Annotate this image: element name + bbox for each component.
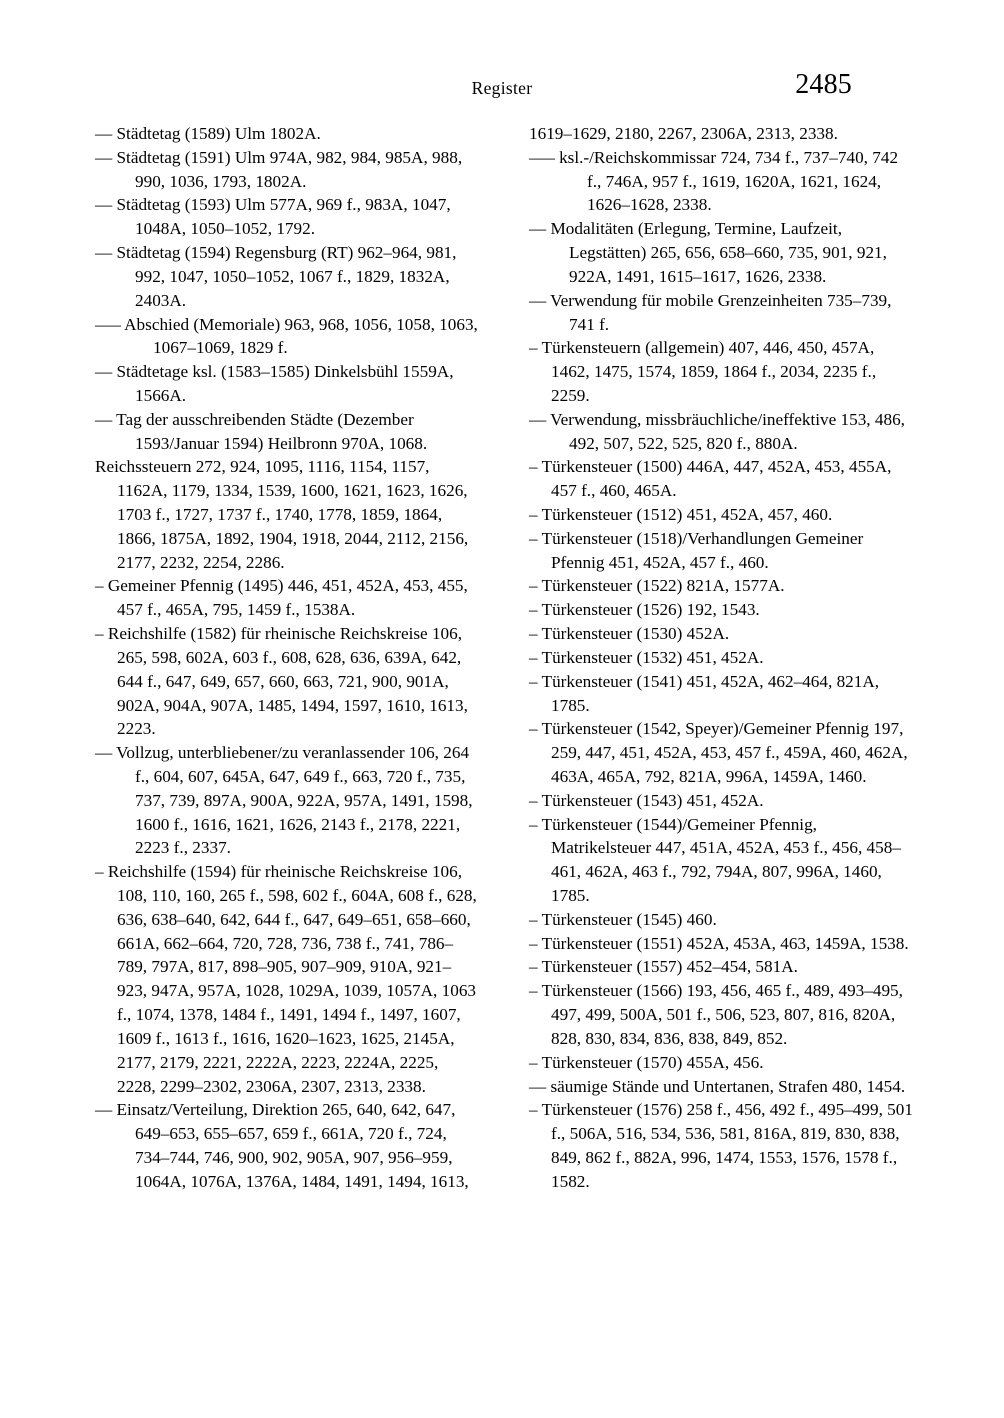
index-entry: – Türkensteuer (1522) 821A, 1577A.: [529, 576, 785, 596]
running-title: Register: [471, 78, 533, 98]
index-entry: – Türkensteuer (1570) 455A, 456.: [529, 1052, 764, 1072]
index-entry: – Türkensteuer (1576) 258 f., 456, 492 f., 495–499, 501 f., 506A, 516, 534, 536, 581, 816A, 819, 830, 838, 849, 862 f., 882A, 996, 1474, 1553, 1576, 1578 f., 1582.: [529, 1100, 913, 1191]
index-entry: 1619–1629, 2180, 2267, 2306A, 2313, 2338.: [529, 124, 838, 143]
index-entry: –– Städtetag (1591) Ulm 974A, 982, 984, 985A, 988, 990, 1036, 1793, 1802A.: [95, 147, 463, 191]
index-entry: – Gemeiner Pfennig (1495) 446, 451, 452A, 453, 455, 457 f., 465A, 795, 1459 f., 1538A.: [95, 576, 468, 620]
index-entry: – Türkensteuer (1532) 451, 452A.: [529, 647, 764, 667]
index-entry: – Türkensteuer (1526) 192, 1543.: [529, 600, 760, 620]
index-entry: –– Verwendung für mobile Grenzeinheiten 735–739, 741 f.: [529, 290, 892, 334]
index-entry: –– Städtetag (1589) Ulm 1802A.: [95, 124, 321, 143]
page-number: 2485: [795, 69, 852, 100]
index-entry: –– Tag der ausschreibenden Städte (Dezember 1593/Januar 1594) Heilbronn 970A, 1068.: [95, 409, 428, 453]
index-entry: – Türkensteuer (1542, Speyer)/Gemeiner Pfennig 197, 259, 447, 451, 452A, 453, 457 f., 459A, 460, 462A, 463A, 465A, 792, 821A, 996A, 1459A, 1460.: [529, 719, 908, 786]
index-entry: Reichssteuern 272, 924, 1095, 1116, 1154, 1157, 1162A, 1179, 1334, 1539, 1600, 1621, 1623, 1626, 1703 f., 1727, 1737 f., 1740, 1778, 1859, 1864, 1866, 1875A, 1892, 1904, 1918, 2044, 2112, 2156, 2177, 2232, 2254, 2286.: [95, 457, 469, 572]
index-entry: – Türkensteuer (1500) 446A, 447, 452A, 453, 455A, 457 f., 460, 465A.: [529, 457, 892, 501]
index-entry: –– Verwendung, missbräuchliche/ineffektive 153, 486, 492, 507, 522, 525, 820 f., 880A.: [529, 409, 905, 453]
index-columns: [95, 122, 915, 1194]
index-entry: – Türkensteuer (1541) 451, 452A, 462–464, 821A, 1785.: [529, 671, 880, 715]
index-entry: –– Vollzug, unterbliebener/zu veranlassender 106, 264 f., 604, 607, 645A, 647, 649 f., 663, 720 f., 735, 737, 739, 897A, 900A, 922A, 957A, 1491, 1598, 1600 f., 1616, 1621, 1626, 2143 f., 2178, 2221, 2223 f., 2337.: [95, 743, 473, 858]
index-entry: – Türkensteuer (1566) 193, 456, 465 f., 489, 493–495, 497, 499, 500A, 501 f., 506, 523, 807, 816, 820A, 828, 830, 834, 836, 838, 849, 852.: [529, 981, 903, 1048]
index-column-left: [95, 122, 481, 1194]
index-entry: – Türkensteuer (1512) 451, 452A, 457, 460.: [529, 505, 833, 524]
index-column-right: [529, 122, 915, 1194]
index-entry: –– Städtetag (1593) Ulm 577A, 969 f., 983A, 1047, 1048A, 1050–1052, 1792.: [95, 195, 451, 239]
index-entry: –– Modalitäten (Erlegung, Termine, Laufzeit, Legstätten) 265, 656, 658–660, 735, 901, 921, 922A, 1491, 1615–1617, 1626, 2338.: [529, 219, 887, 286]
index-entry: – Türkensteuer (1543) 451, 452A.: [529, 790, 764, 810]
index-entry: –– Einsatz/Verteilung, Direktion 265, 640, 642, 647, 649–653, 655–657, 659 f., 661A, 720 f., 724, 734–744, 746, 900, 902, 905A, 907, 956–959, 1064A, 1076A, 1376A, 1484, 1491, 1494, 1613,: [95, 1100, 469, 1191]
index-entry: –– säumige Stände und Untertanen, Strafen 480, 1454.: [529, 1076, 906, 1096]
index-entry: ––– Abschied (Memoriale) 963, 968, 1056, 1058, 1063, 1067–1069, 1829 f.: [95, 314, 478, 358]
index-entry: – Türkensteuer (1544)/Gemeiner Pfennig, Matrikelsteuer 447, 451A, 452A, 453 f., 456, 458–461, 462A, 463 f., 792, 794A, 807, 996A, 1460, 1785.: [529, 814, 901, 905]
index-entry: – Türkensteuer (1518)/Verhandlungen Gemeiner Pfennig 451, 452A, 457 f., 460.: [529, 528, 864, 572]
index-entry: – Reichshilfe (1582) für rheinische Reichskreise 106, 265, 598, 602A, 603 f., 608, 628, 636, 639A, 642, 644 f., 647, 649, 657, 660, 663, 721, 900, 901A, 902A, 904A, 907A, 1485, 1494, 1597, 1610, 1613, 2223.: [95, 624, 468, 739]
index-entry: –– Städtetag (1594) Regensburg (RT) 962–964, 981, 992, 1047, 1050–1052, 1067 f., 1829, 1832A, 2403A.: [95, 243, 457, 310]
index-entry: – Türkensteuer (1557) 452–454, 581A.: [529, 957, 798, 977]
index-entry: –– Städtetage ksl. (1583–1585) Dinkelsbühl 1559A, 1566A.: [95, 362, 454, 405]
index-entry: ––– ksl.-/Reichskommissar 724, 734 f., 737–740, 742 f., 746A, 957 f., 1619, 1620A, 1621, 1624, 1626–1628, 2338.: [529, 147, 899, 215]
index-entry: – Türkensteuern (allgemein) 407, 446, 450, 457A, 1462, 1475, 1574, 1859, 1864 f., 2034, 2235 f., 2259.: [529, 338, 877, 405]
index-entry: – Reichshilfe (1594) für rheinische Reichskreise 106, 108, 110, 160, 265 f., 598, 602 f., 604A, 608 f., 628, 636, 638–640, 642, 644 f., 647, 649–651, 658–660, 661A, 662–664, 720, 728, 736, 738 f., 741, 786–789, 797A, 817, 898–905, 907–909, 910A, 921–923, 947A, 957A, 1028, 1029A, 1039, 1057A, 1063 f., 1074, 1378, 1484 f., 1491, 1494 f., 1497, 1607, 1609 f., 1613 f., 1616, 1620–1623, 1625, 2145A, 2177, 2179, 2221, 2222A, 2223, 2224A, 2225, 2228, 2299–2302, 2306A, 2307, 2313, 2338.: [95, 862, 477, 1096]
running-head: [0, 69, 1004, 112]
index-entry: – Türkensteuer (1530) 452A.: [529, 624, 730, 644]
index-entry: – Türkensteuer (1551) 452A, 453A, 463, 1459A, 1538.: [529, 933, 909, 953]
index-entry: – Türkensteuer (1545) 460.: [529, 909, 717, 929]
